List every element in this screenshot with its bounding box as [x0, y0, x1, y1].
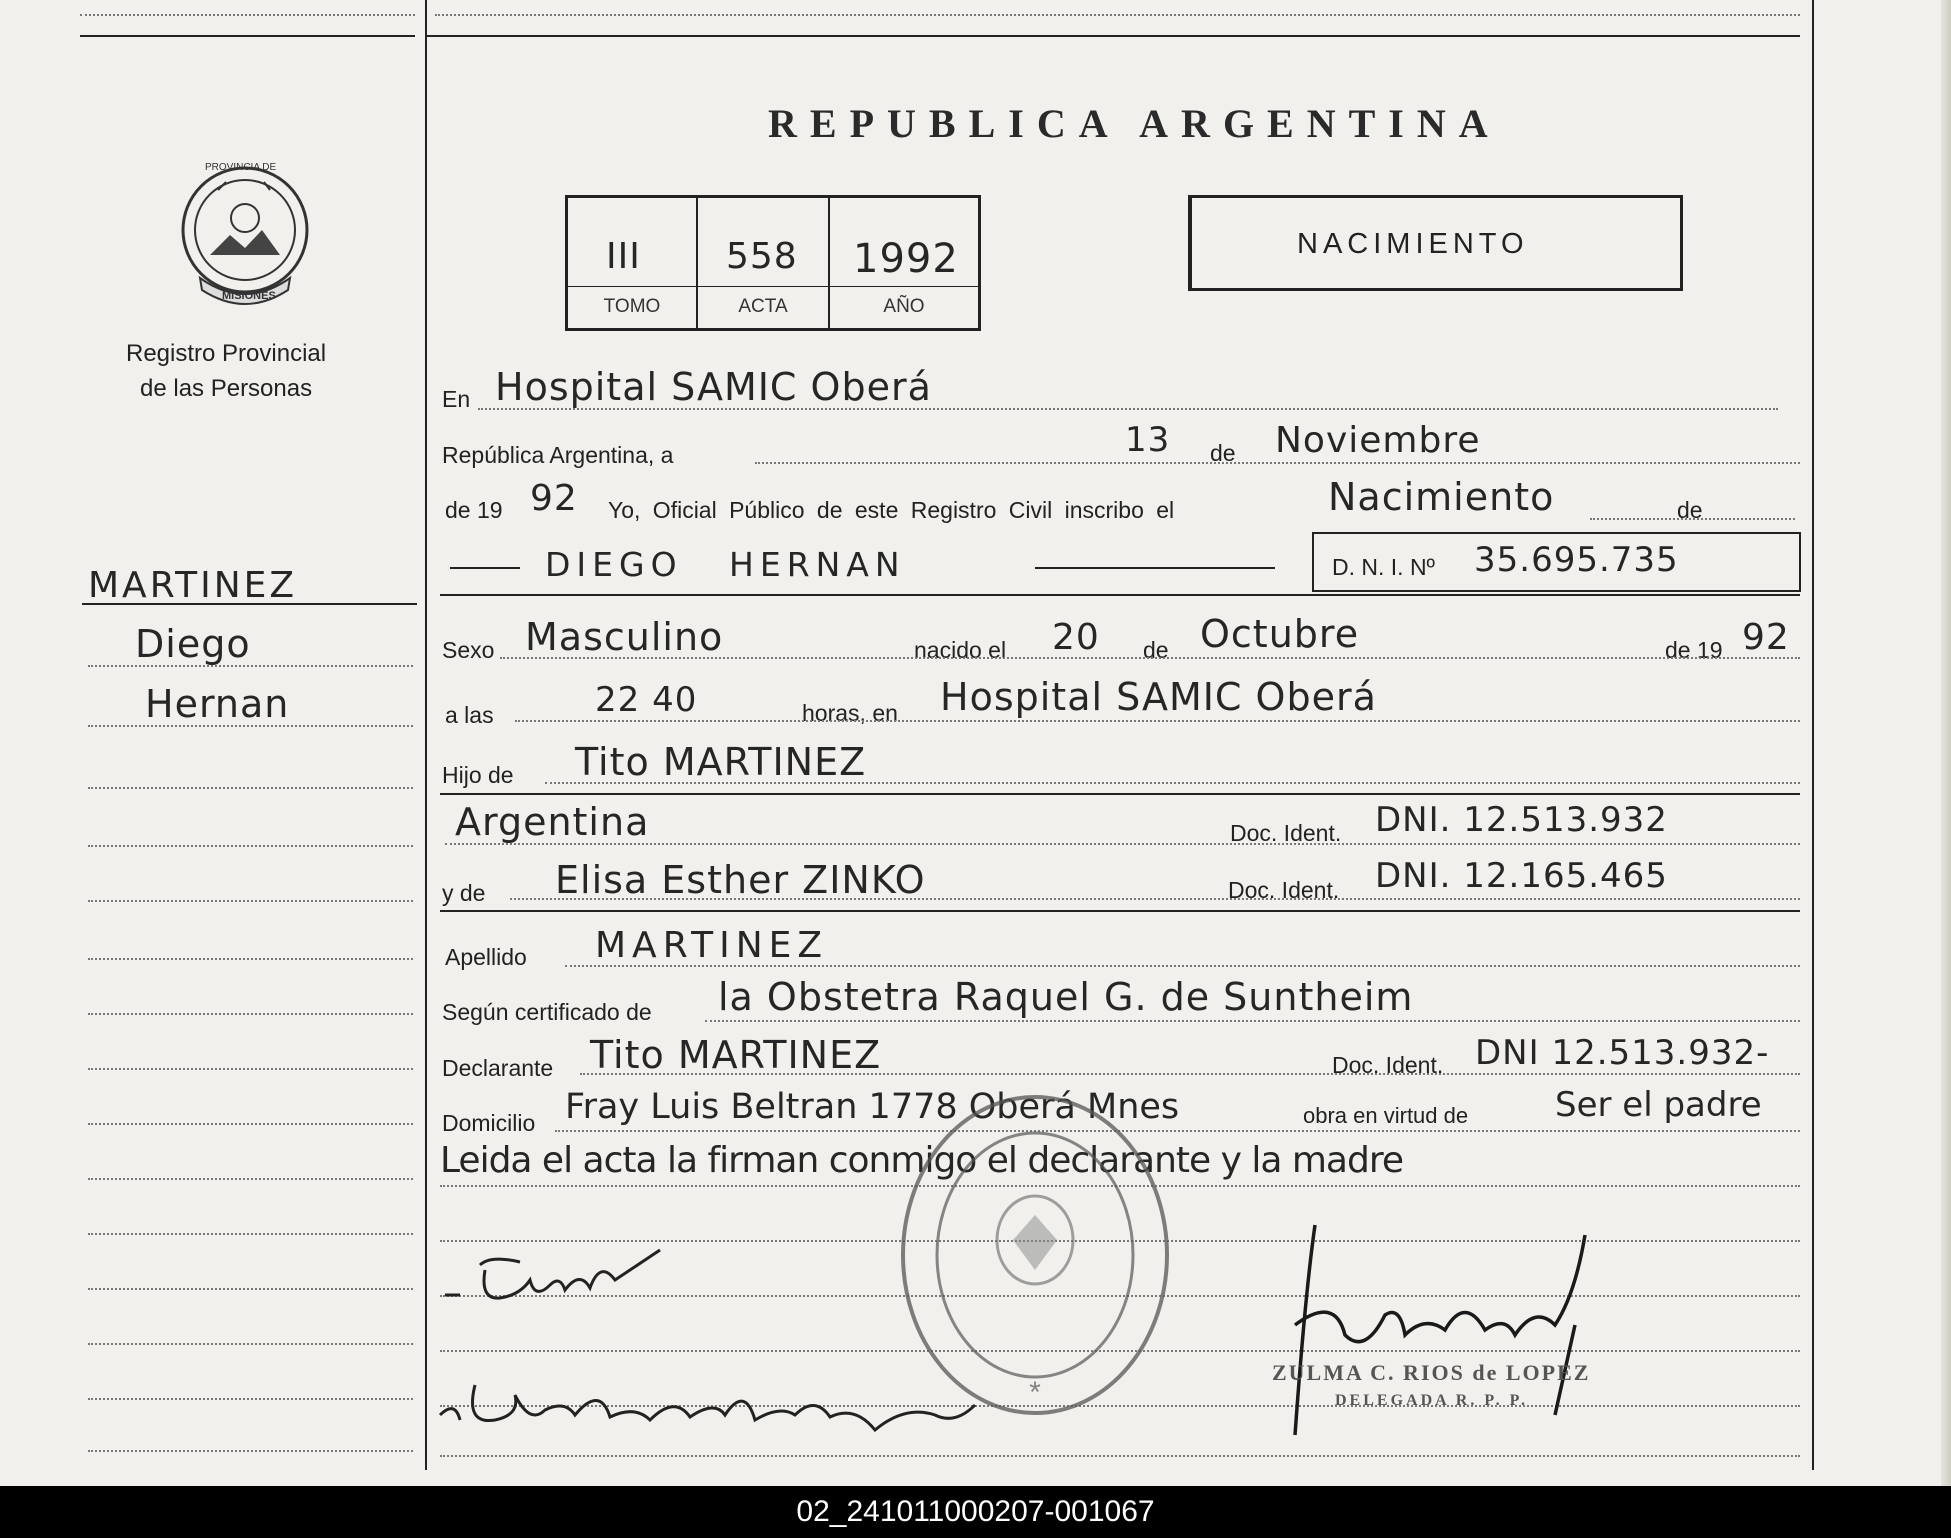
yde-rule [440, 910, 1800, 912]
official-title: DELEGADA R. P. P. [1335, 1392, 1528, 1409]
nacido-label: nacido el [914, 637, 1007, 663]
name-rule [440, 594, 1800, 596]
signature-father-icon [440, 1240, 710, 1320]
father-nationality: Argentina [455, 800, 650, 844]
born-day: 20 [1052, 617, 1100, 658]
margin-line [88, 1178, 413, 1180]
hijo-label: Hijo de [442, 762, 514, 788]
image-code-footer: 02_241011000207-001067 [0, 1486, 1951, 1538]
republica-label: República Argentina, a [442, 442, 674, 468]
sexo-label: Sexo [442, 637, 495, 663]
domicilio-value: Fray Luis Beltran 1778 Oberá Mnes [565, 1087, 1180, 1127]
margin-line [88, 665, 413, 667]
document-type-box [1188, 195, 1683, 291]
inscribe-value: Nacimiento [1328, 475, 1555, 519]
de19-label-2: de 19 [1665, 637, 1723, 663]
nationality-line [445, 843, 1800, 845]
top-dotted-right [435, 14, 1800, 16]
born-year: 92 [1742, 617, 1790, 658]
signature-mother-icon [435, 1345, 995, 1455]
de-label: de [1210, 440, 1236, 466]
blank-line [440, 1455, 1800, 1457]
svg-text:*: * [1029, 1376, 1041, 1409]
name-value: DIEGO HERNAN [545, 545, 906, 584]
apellido-label: Apellido [445, 944, 527, 970]
de19-line [1590, 518, 1795, 520]
official-name: ZULMA C. RIOS de LOPEZ [1272, 1360, 1591, 1385]
registry-line-1: Registro Provincial [126, 340, 327, 367]
seal-top-text: PROVINCIA DE [205, 162, 277, 173]
de19-label: de 19 [445, 497, 503, 523]
tomo-value: III [606, 236, 641, 277]
obra-label: obra en virtud de [1303, 1103, 1469, 1128]
hijo-rule [440, 793, 1800, 795]
margin-name-2: Hernan [145, 682, 290, 726]
margin-line [88, 1233, 413, 1235]
en-value: Hospital SAMIC Oberá [495, 365, 932, 409]
margin-line [88, 725, 413, 727]
provincial-seal-icon [170, 160, 320, 310]
right-border [1812, 0, 1814, 1470]
tomo-label: TOMO [603, 296, 661, 317]
margin-line [88, 1343, 413, 1345]
segun-line [705, 1020, 1800, 1022]
top-dotted-left [80, 14, 415, 16]
day-value: 13 [1125, 420, 1171, 460]
born-month: Octubre [1200, 612, 1360, 656]
de-label-2: de [1677, 497, 1703, 523]
margin-line [88, 1123, 413, 1125]
declarante-line [580, 1073, 1800, 1075]
name-dash-right [1035, 567, 1275, 569]
mother-value: Elisa Esther ZINKO [555, 858, 926, 902]
signature-official-icon [1275, 1215, 1655, 1445]
dni-value: 35.695.735 [1474, 540, 1679, 580]
anio-value: 1992 [853, 236, 959, 282]
record-underline [568, 286, 978, 287]
margin-line [88, 1398, 413, 1400]
margin-surname: MARTINEZ [88, 565, 298, 606]
dni-box [1312, 532, 1801, 592]
obra-value: Ser el padre [1555, 1085, 1762, 1125]
name-dash-left [450, 567, 520, 569]
alas-line [515, 720, 1800, 722]
country-title: REPUBLICA ARGENTINA [768, 101, 1501, 146]
hijo-line [545, 782, 1800, 784]
segun-value: la Obstetra Raquel G. de Suntheim [718, 975, 1414, 1019]
declarante-doc: DNI 12.513.932- [1475, 1033, 1770, 1073]
oficial-text: Yo, Oficial Público de este Registro Civil inscribo el [608, 497, 1175, 523]
margin-line [88, 1450, 413, 1452]
yde-line [510, 898, 1800, 900]
sexo-line [500, 657, 1800, 659]
declarante-label: Declarante [442, 1055, 554, 1081]
apellido-line [565, 965, 1800, 967]
doc-label: Doc. Ident. [1230, 820, 1342, 846]
place-value: Hospital SAMIC Oberá [940, 675, 1377, 719]
acta-value: 558 [726, 236, 798, 277]
father-value: Tito MARTINEZ [575, 740, 867, 784]
de-label-3: de [1143, 637, 1169, 663]
year-value: 92 [530, 478, 578, 519]
registry-line-2: de las Personas [140, 375, 313, 402]
margin-line [88, 958, 413, 960]
margin-line [88, 1013, 413, 1015]
apellido-value: MARTINEZ [595, 925, 829, 966]
domicilio-line [555, 1130, 1800, 1132]
doc-label-2: Doc. Ident. [1228, 877, 1340, 903]
doc-label-3: Doc. Ident. [1332, 1052, 1444, 1078]
margin-line [88, 845, 413, 847]
page-edge [1941, 0, 1951, 1486]
dni-label: D. N. I. Nº [1332, 554, 1435, 580]
leida-value: Leida el acta la firman conmigo el declarante y la madre [440, 1140, 1403, 1181]
margin-surname-rule [82, 603, 417, 605]
top-rule-right [425, 35, 1800, 37]
margin-line [88, 787, 413, 789]
document-type: NACIMIENTO [1297, 228, 1529, 260]
acta-label: ACTA [738, 296, 788, 317]
alas-label: a las [445, 702, 494, 728]
en-line [478, 408, 1778, 410]
margin-name-1: Diego [135, 622, 251, 666]
margin-divider [425, 0, 427, 1470]
hour-value: 22 40 [595, 680, 698, 720]
father-doc: DNI. 12.513.932 [1375, 800, 1668, 840]
horas-label: horas, en [802, 700, 898, 726]
margin-line [88, 1288, 413, 1290]
mother-doc: DNI. 12.165.465 [1375, 856, 1668, 896]
segun-label: Según certificado de [442, 999, 652, 1025]
anio-label: AÑO [883, 296, 925, 317]
en-label: En [442, 386, 471, 412]
record-number-box [565, 195, 981, 331]
margin-line [88, 1068, 413, 1070]
seal-bottom-text: MISIONES [222, 290, 276, 302]
republica-line [755, 462, 1800, 464]
top-rule-left [80, 35, 415, 37]
sexo-value: Masculino [525, 615, 724, 659]
declarante-value: Tito MARTINEZ [590, 1033, 882, 1077]
domicilio-label: Domicilio [442, 1110, 536, 1136]
yde-label: y de [442, 880, 486, 906]
margin-line [88, 900, 413, 902]
month-value: Noviembre [1275, 420, 1481, 461]
